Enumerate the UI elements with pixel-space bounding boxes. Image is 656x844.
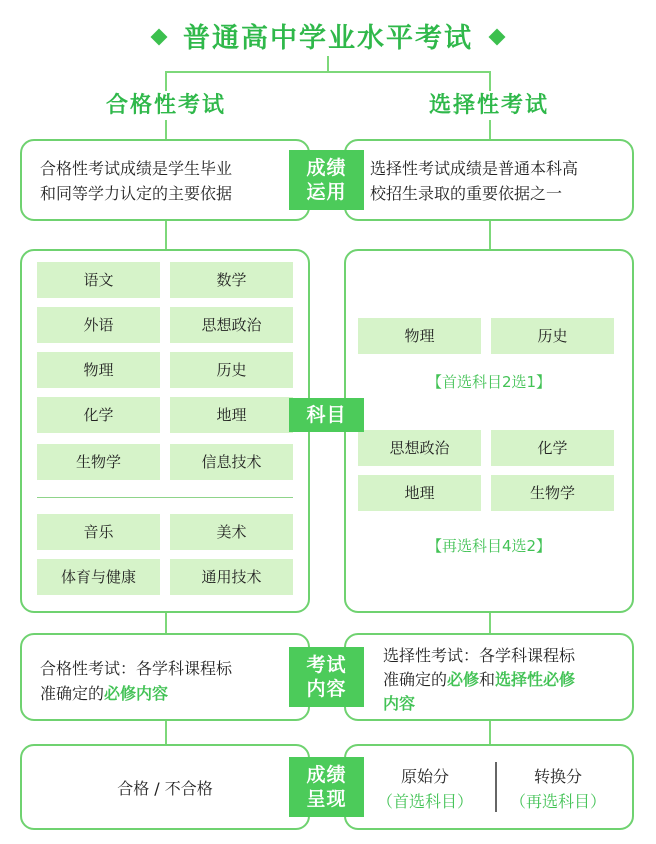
title-text: 普通高中学业水平考试: [183, 23, 473, 54]
usage-right-box: [344, 139, 634, 221]
content-right-plain: 准确定的: [383, 670, 448, 689]
connector-left-4: [165, 720, 167, 745]
connector-right-2: [489, 220, 491, 250]
usage-right-line-2: 校招生录取的重要依据之一: [370, 184, 563, 203]
content-right-line-1: 选择性考试：各学科课程标: [383, 646, 576, 665]
badge-result: [289, 757, 364, 817]
subject-cell: 音乐: [37, 514, 160, 550]
subject-cell: 生物学: [37, 444, 160, 480]
result-left-box: [20, 744, 310, 830]
content-right-highlight-3: 内容: [383, 694, 416, 713]
subject-cell: 语文: [37, 262, 160, 298]
usage-right-line-1: 选择性考试成绩是普通本科高: [370, 159, 579, 178]
subjects-divider: [37, 497, 293, 498]
connector-left-2: [165, 220, 167, 250]
subject-cell: 外语: [37, 307, 160, 343]
page-title: [0, 16, 656, 55]
connector-right-1: [489, 120, 491, 140]
subject-cell: 美术: [170, 514, 293, 550]
result-converted-score-sub: （再选科目）: [509, 792, 606, 811]
badge-usage-line-2: 运用: [306, 181, 347, 203]
content-right-box: [344, 633, 634, 721]
badge-content-line-1: 考试: [306, 654, 347, 676]
content-left-line-2: [40, 681, 232, 706]
subject-cell: 思想政治: [170, 307, 293, 343]
content-left-highlight: 必修内容: [104, 684, 169, 703]
result-raw-score-sub: （首选科目）: [376, 792, 473, 811]
diamond-left-icon: [151, 28, 168, 45]
left-column-title: 合格性考试: [105, 93, 226, 118]
connector-title: [327, 56, 329, 72]
usage-left-box: [20, 139, 310, 221]
result-left-text: 合格 / 不合格: [117, 779, 213, 798]
subject-cell: 地理: [170, 397, 293, 433]
badge-usage: [289, 150, 364, 210]
result-converted-score-title: 转换分: [533, 767, 582, 786]
content-right-highlight-2: 选择性必修: [495, 670, 576, 689]
content-right-highlight-1: 必修: [447, 670, 480, 689]
subject-cell: 物理: [358, 318, 481, 354]
subject-cell: 化学: [37, 397, 160, 433]
content-left-box: [20, 633, 310, 721]
subject-cell: 信息技术: [170, 444, 293, 480]
result-raw-score-title: 原始分: [400, 767, 449, 786]
badge-subjects: [289, 398, 364, 432]
first-choice-note: 【首选科目2选1】: [426, 373, 552, 391]
subject-cell: 体育与健康: [37, 559, 160, 595]
subject-cell: 物理: [37, 352, 160, 388]
subject-cell: 化学: [491, 430, 614, 466]
connector-branch: [165, 71, 490, 73]
badge-usage-line-1: 成绩: [306, 157, 347, 179]
content-left-plain: 准确定的: [40, 684, 105, 703]
badge-subjects-line-1: 科目: [306, 404, 347, 426]
subject-cell: 生物学: [491, 475, 614, 511]
subject-cell: 历史: [491, 318, 614, 354]
subject-cell: 数学: [170, 262, 293, 298]
content-left-line-1: 合格性考试：各学科课程标: [40, 659, 233, 678]
usage-left-line-2: 和同等学力认定的主要依据: [40, 184, 233, 203]
connector-right-3: [489, 612, 491, 634]
content-right-line-2: [383, 668, 575, 692]
subject-cell: 地理: [358, 475, 481, 511]
badge-content-line-2: 内容: [306, 678, 347, 700]
diamond-right-icon: [489, 28, 506, 45]
subject-cell: 历史: [170, 352, 293, 388]
result-right-box: [344, 744, 634, 830]
subject-cell: 思想政治: [358, 430, 481, 466]
usage-left-line-1: 合格性考试成绩是学生毕业: [40, 159, 233, 178]
connector-right-4: [489, 720, 491, 745]
subject-cell: 通用技术: [170, 559, 293, 595]
content-right-and: 和: [479, 670, 496, 689]
badge-content: [289, 647, 364, 707]
second-choice-note: 【再选科目4选2】: [426, 537, 552, 555]
badge-result-line-1: 成绩: [306, 764, 347, 786]
right-column-title: 选择性考试: [428, 93, 549, 118]
connector-left-3: [165, 612, 167, 634]
connector-left-1: [165, 120, 167, 140]
badge-result-line-2: 呈现: [306, 788, 347, 810]
